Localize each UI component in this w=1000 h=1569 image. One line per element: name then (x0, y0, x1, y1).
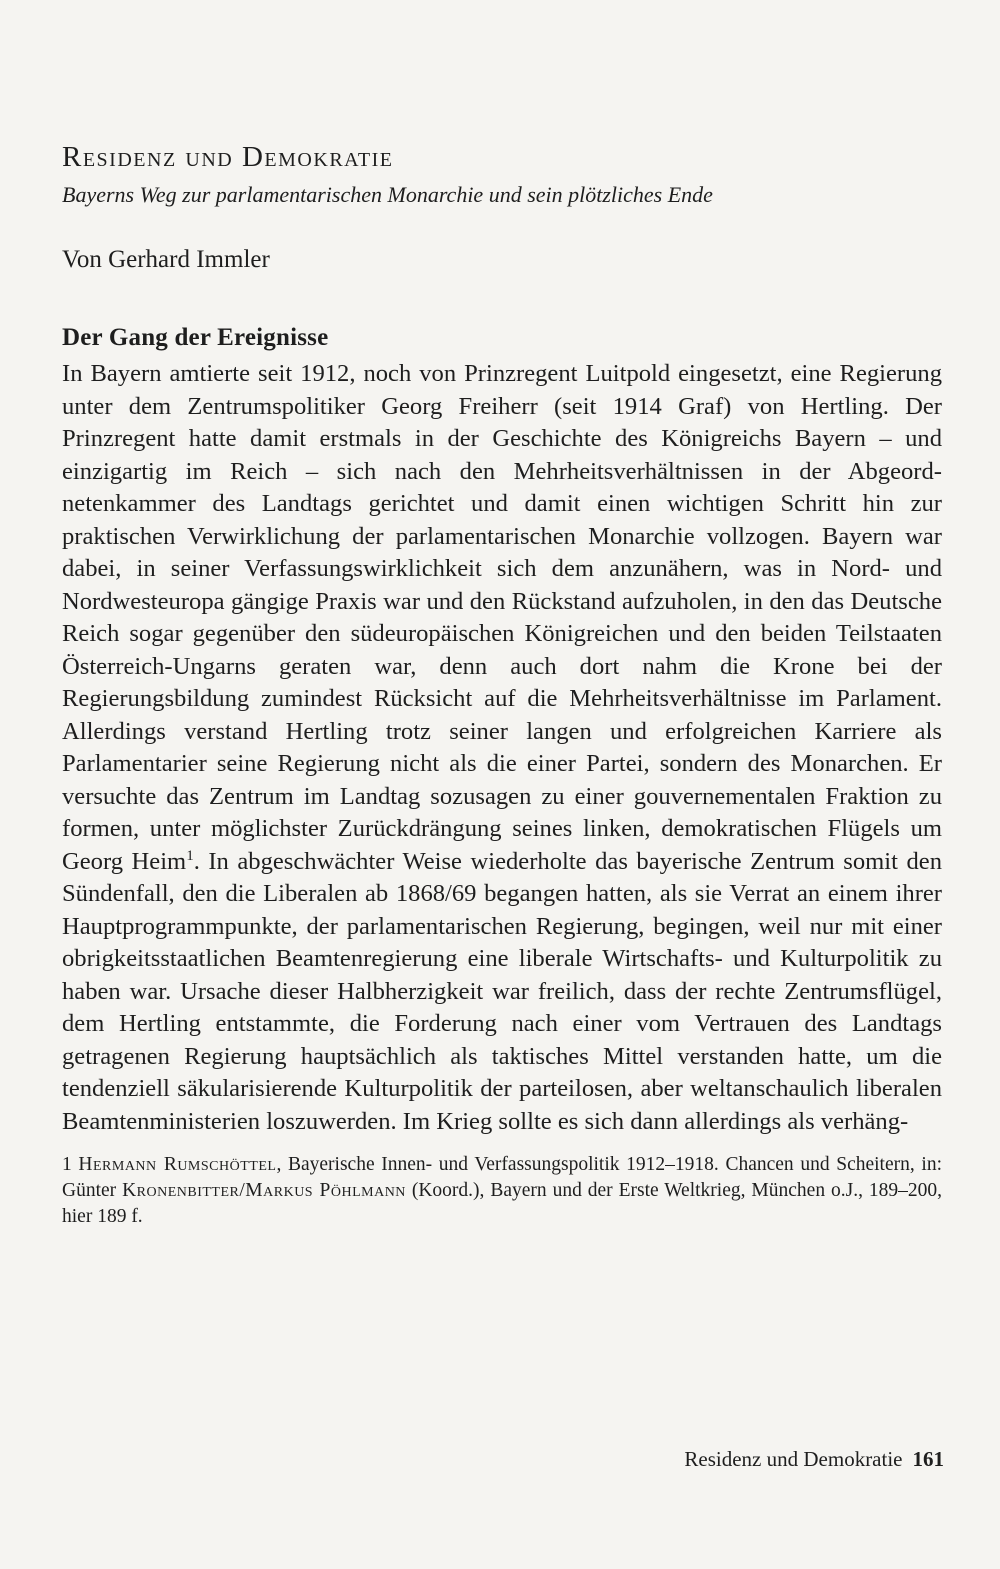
body-paragraph (62, 358, 942, 1138)
footnote-number: 1 (62, 1154, 72, 1175)
footnote-text-1: , Bayerische Innen- und Verfassungspolitik 1912–1918. Chancen und Scheitern, in: Günter (62, 1154, 942, 1201)
footnotes (62, 1152, 942, 1230)
article-subtitle: Bayerns Weg zur parlamentarischen Monarchie und sein plötzliches Ende (62, 182, 713, 207)
article-author: Von Gerhard Immler (62, 246, 270, 273)
section-heading: Der Gang der Ereignisse (62, 324, 329, 351)
page-number: 161 (912, 1447, 944, 1471)
footnote-text-2: (Koord.), Bayern und der Erste Weltkrieg, München o.J., 189–200, hier 189 f. (62, 1180, 943, 1227)
footnote-1 (62, 1152, 942, 1230)
article-title: Residenz und Demokratie (62, 141, 394, 173)
body-text-part-2: . In abgeschwächter Weise wiederholte das bayerische Zentrum somit den Sündenfall, den die Liberalen ab 1868/69 begangen hatten, als sie Verrat an einem ihrer Hauptprogrammpunkte, der parlamentarischen Regierung, begingen, weil nur mit einer obrigkeitsstaatlichen Beamtenregierung eine liberale Wirtschafts- und Kulturpolitik zu haben war. Ursache dieser Halbherzigkeit war freilich, dass der rechte Zentrumsflügel, dem Hertling entstammte, die Forderung nach einer vom Vertrauen des Landtags getragenen Regierung hauptsächlich als taktisches Mittel verstanden hatte, um die tendenziell säkularisierende Kulturpolitik der parteilosen, aber weltanschaulich liberalen Beamtenministerien loszuwerden. Im Krieg sollte es sich dann allerdings als verhäng- (62, 847, 942, 1135)
page-content (62, 138, 942, 1230)
footnote-reference: 1 (186, 847, 194, 864)
running-title: Residenz und Demokratie (684, 1447, 903, 1471)
footnote-editors: Kronenbitter/Markus Pöhlmann (122, 1180, 406, 1201)
footnote-author: Hermann Rumschöttel (78, 1154, 277, 1175)
body-text-part-1: In Bayern amtierte seit 1912, noch von Prinzregent Luitpold eingesetzt, eine Regierung unter dem Zentrumspolitiker Georg Freiherr (seit 1914 Graf) von Hertling. Der Prinzregent hatte damit erstmals in der Geschichte des Königreichs Bayern – und einzigartig im Reich – sich nach den Mehrheitsverhältnissen in der Abgeordnetenkammer des Landtags gerichtet und damit einen wichtigen Schritt hin zur praktischen Verwirklichung der parlamentarischen Monarchie vollzogen. Bayern war dabei, in seiner Verfassungswirklichkeit sich dem anzunähern, was in Nord- und Nordwesteuropa gängige Praxis war und den Rückstand aufzuholen, in den das Deutsche Reich sogar gegenüber den südeuropäischen Königreichen und den beiden Teilstaaten Österreich-Ungarns geraten war, denn auch dort nahm die Krone bei der Regierungsbildung zumindest Rücksicht auf die Mehrheitsverhältnisse im Parlament. Allerdings verstand Hertling trotz seiner langen und erfolgreichen Karriere als Parlamentarier seine Regierung nicht als die einer Partei, sondern des Monarchen. Er versuchte das Zentrum im Landtag sozusagen zu einer gouvernementalen Fraktion zu formen, unter möglichster Zurückdrängung seines linken, demokratischen Flügels um Georg Heim (62, 360, 942, 875)
running-footer (560, 1445, 944, 1473)
